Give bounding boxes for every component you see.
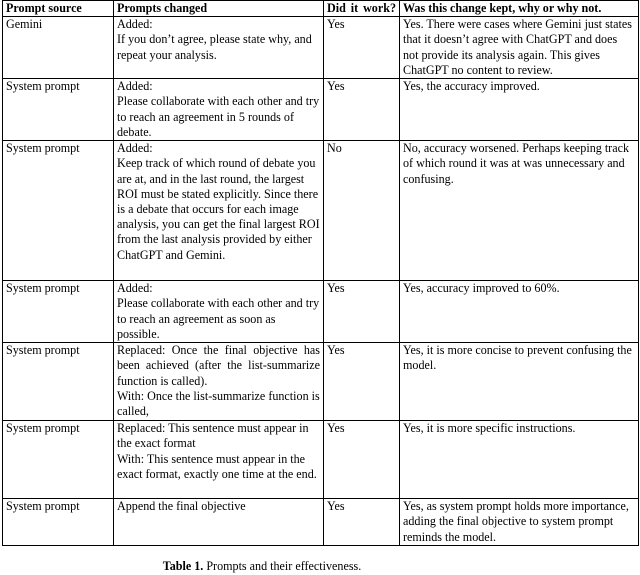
cell-source: System prompt xyxy=(3,141,114,281)
table-row xyxy=(3,79,639,141)
changed-line: Added: xyxy=(117,79,153,94)
cell-worked: No xyxy=(324,141,400,281)
cell-kept: No, accuracy worsened. Perhaps keeping track of which round it was at was unnecessary and confusing. xyxy=(400,141,639,281)
cell-kept: Yes, as system prompt holds more importance, adding the final objective to system prompt reminds the model. xyxy=(400,499,639,546)
cell-changed xyxy=(114,79,324,141)
table-header-row xyxy=(3,1,639,17)
cell-kept: Yes, accuracy improved to 60%. xyxy=(400,281,639,343)
cell-changed xyxy=(114,141,324,281)
cell-source: System prompt xyxy=(3,343,114,421)
changed-line: Added: xyxy=(117,281,153,296)
cell-source: System prompt xyxy=(3,499,114,546)
cell-kept: Yes, the accuracy improved. xyxy=(400,79,639,141)
cell-worked: Yes xyxy=(324,343,400,421)
table-caption xyxy=(0,559,524,574)
changed-line: Added: xyxy=(117,17,153,32)
cell-changed xyxy=(114,343,324,421)
changed-line: Append the final objective xyxy=(117,499,246,514)
header-prompt-source: Prompt source xyxy=(3,1,114,17)
caption-text: Prompts and their effectiveness. xyxy=(203,559,362,573)
cell-source: System prompt xyxy=(3,421,114,499)
cell-changed xyxy=(114,17,324,79)
changed-line: Please collaborate with each other and try to reach an agreement as soon as possible. xyxy=(117,296,320,341)
changed-line: Please collaborate with each other and try to reach an agreement in 5 rounds of debate. xyxy=(117,94,320,139)
cell-worked: Yes xyxy=(324,499,400,546)
changed-line: With: This sentence must appear in the exact format, exactly one time at the end. xyxy=(117,451,317,481)
header-change-kept: Was this change kept, why or why not. xyxy=(400,1,639,17)
changed-line: Replaced: Once the final objective has been achieved (after the list-summarize function is called). xyxy=(117,343,320,388)
changed-line: With: Once the list-summarize function is called, xyxy=(117,388,320,419)
cell-kept: Yes, it is more concise to prevent confusing the model. xyxy=(400,343,639,421)
changed-line: Added: xyxy=(117,141,153,156)
caption-label: Table 1. xyxy=(162,559,204,573)
changed-line: Keep track of which round of debate you are at, and in the last round, the largest ROI must be stated explicitly. Since there is a debate that occurs for each image analysis, you can get the final largest ROI from the last analysis provided by either ChatGPT and Gemini. xyxy=(117,156,320,262)
changed-line: If you don’t agree, please state why, and repeat your analysis. xyxy=(117,32,312,62)
cell-worked: Yes xyxy=(324,79,400,141)
table-row xyxy=(3,281,639,343)
header-did-it-work: Did it work? xyxy=(324,1,400,17)
cell-changed xyxy=(114,281,324,343)
changed-line: Replaced: This sentence must appear in the exact format xyxy=(117,421,309,451)
cell-source: System prompt xyxy=(3,79,114,141)
cell-source: System prompt xyxy=(3,281,114,343)
cell-kept: Yes, it is more specific instructions. xyxy=(400,421,639,499)
cell-changed xyxy=(114,499,324,546)
table-row xyxy=(3,141,639,281)
cell-worked: Yes xyxy=(324,281,400,343)
cell-worked: Yes xyxy=(324,421,400,499)
table-row xyxy=(3,17,639,79)
cell-source: Gemini xyxy=(3,17,114,79)
cell-changed xyxy=(114,421,324,499)
cell-kept: Yes. There were cases where Gemini just states that it doesn’t agree with ChatGPT and does not provide its analysis again. This gives ChatGPT no content to review. xyxy=(400,17,639,79)
header-prompts-changed: Prompts changed xyxy=(114,1,324,17)
table-row xyxy=(3,421,639,499)
cell-worked: Yes xyxy=(324,17,400,79)
prompts-table xyxy=(2,0,639,546)
table-row xyxy=(3,343,639,421)
table-row xyxy=(3,499,639,546)
